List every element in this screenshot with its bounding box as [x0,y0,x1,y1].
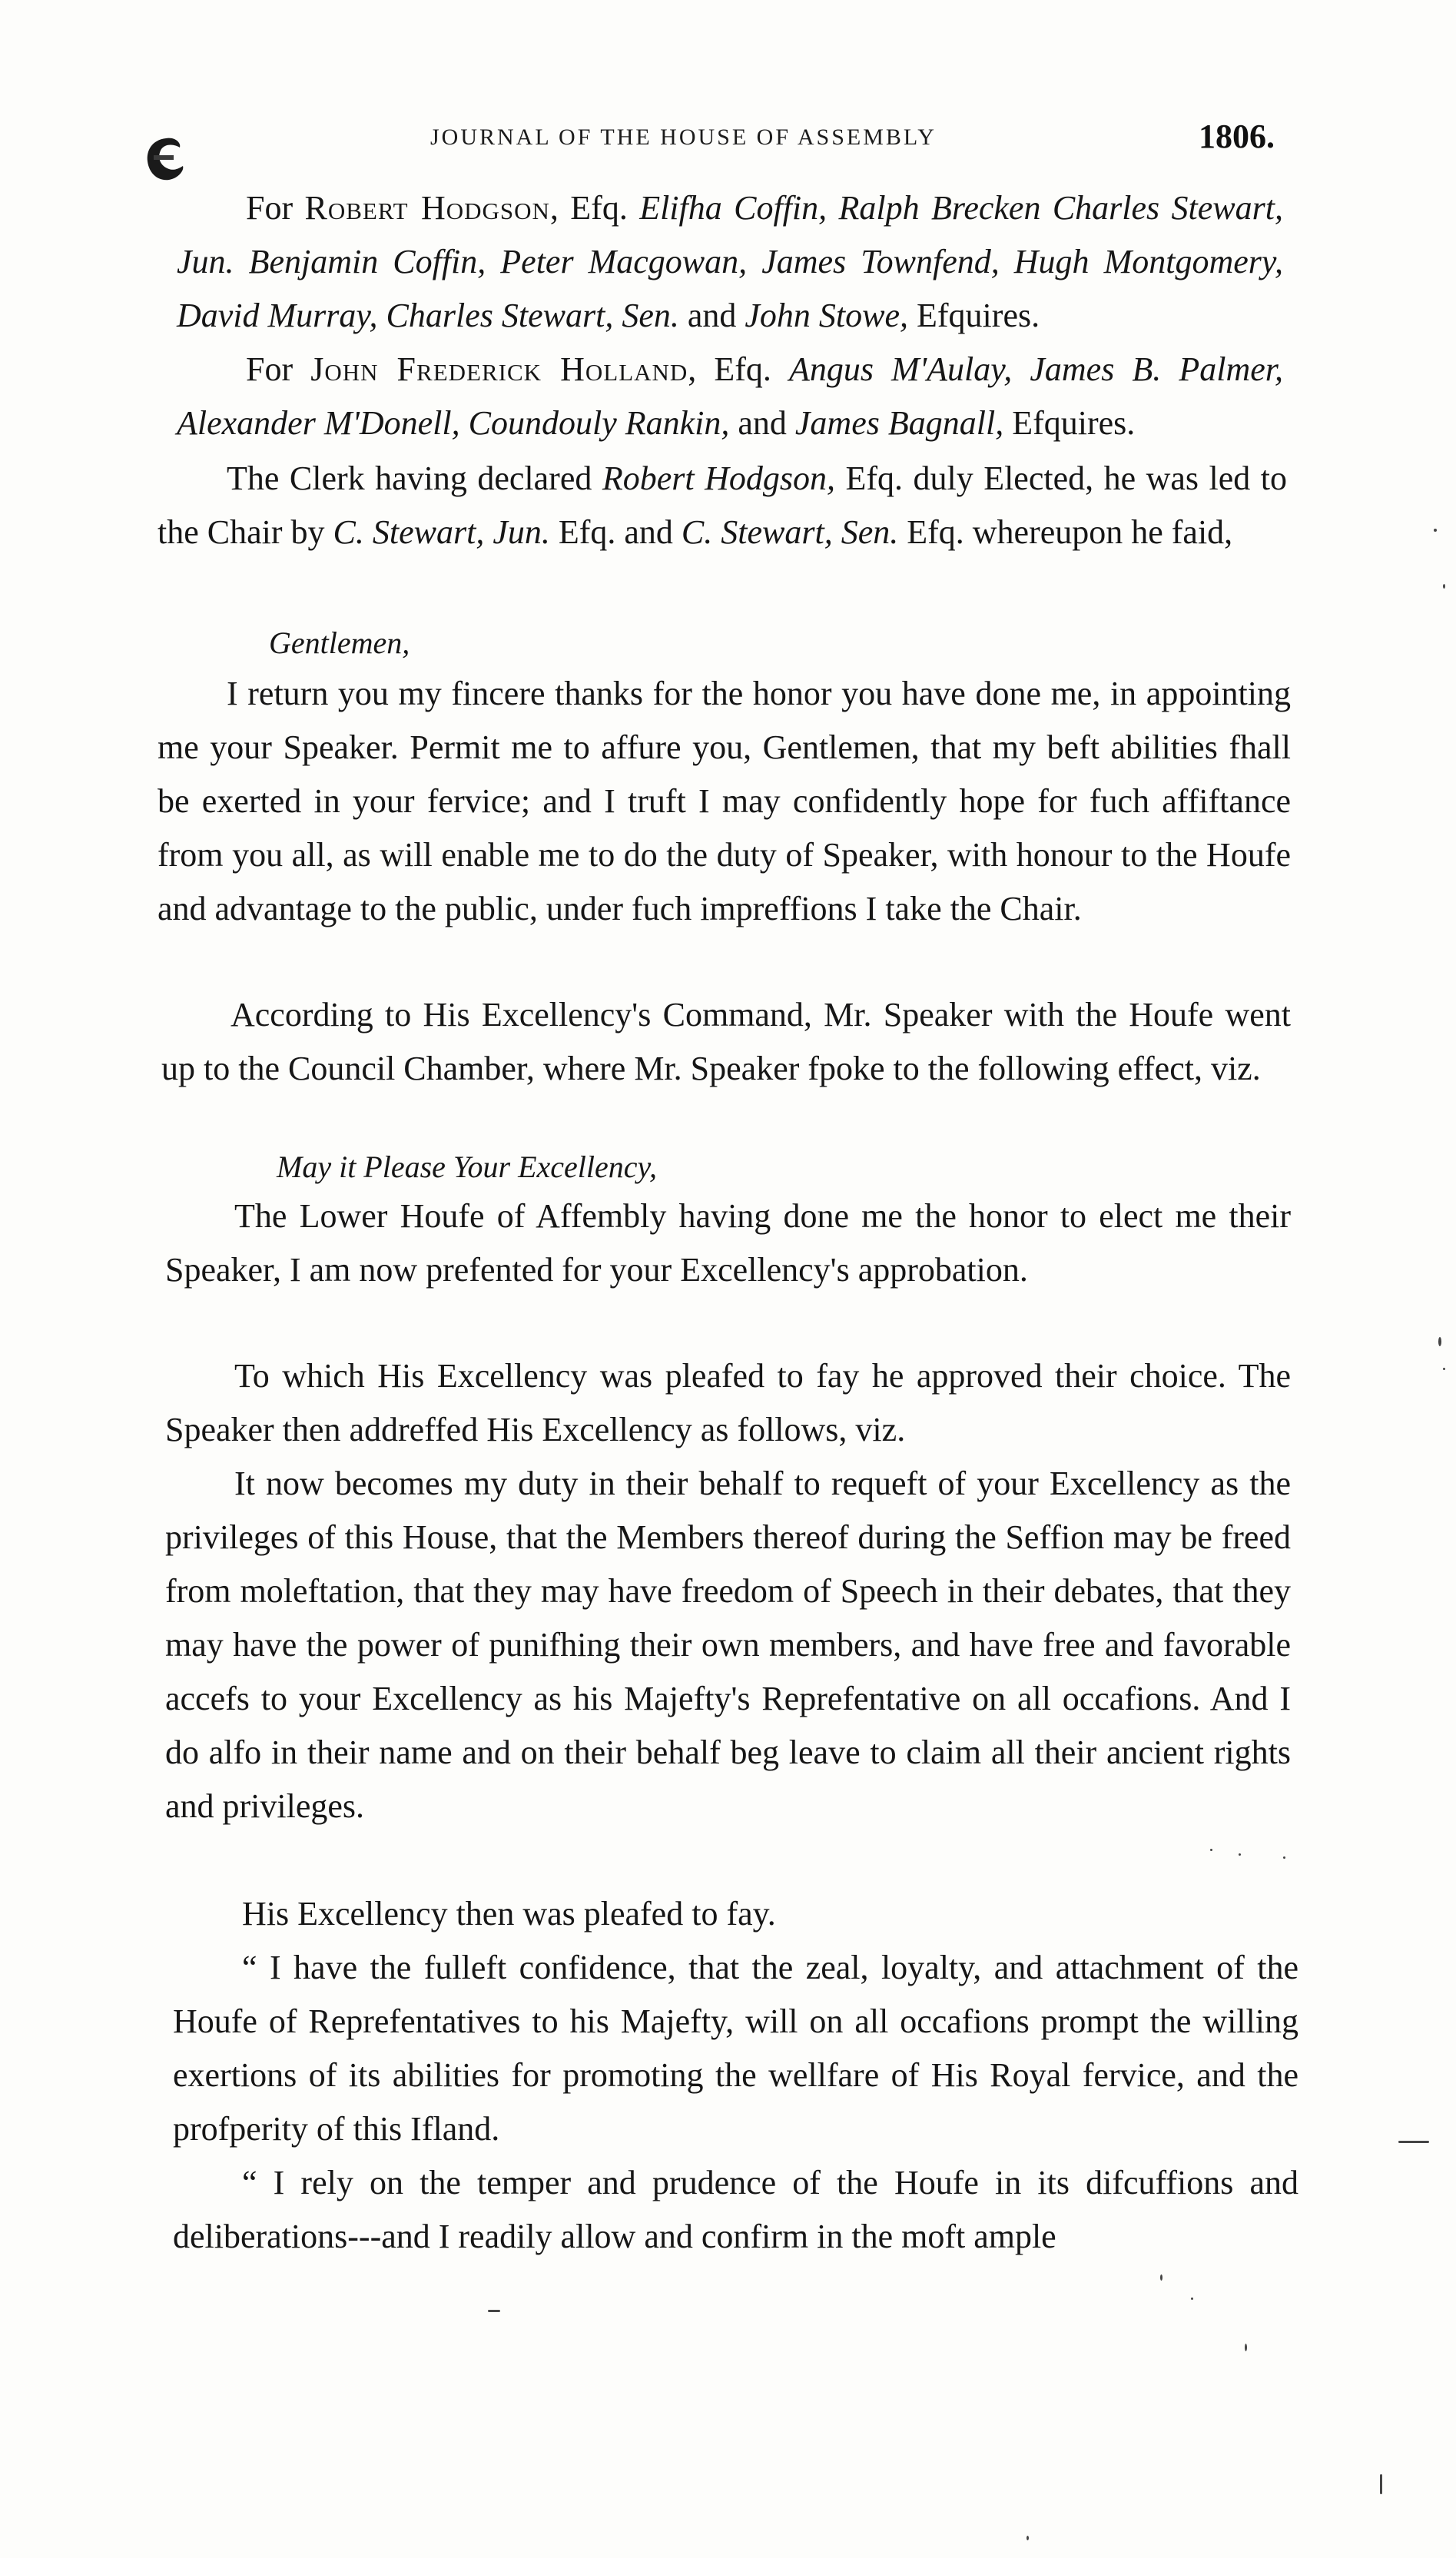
paragraph-lower-house: The Lower Houfe of Affembly having done me the honor to elect me their Speaker, I am now prefented for your Excellency's approbation. [165,1197,1291,1289]
scan-speck [1438,1337,1441,1346]
scan-speck [1443,1368,1445,1370]
page-year: 1806. [1199,118,1275,155]
paragraph-approved-choice: To which His Excellency was pleafed to fay he approved their choice. The Speaker then addreffed His Excellency as follows, viz. [165,1357,1291,1448]
paragraph-privileges-request: It now becomes my duty in their behalf to requeft of your Excellency as the privileges of this House, that the Members thereof during the Seffion may be freed from moleftation, that they may have freedom of Speech in their debates, that they may have the power of punifhing their own members, and have free and favorable accefs to your Excellency as his Majefty's Reprefentative on all occafions. And I do alfo in their name and on their behalf beg leave to claim all their ancient rights and privileges. [165,1465,1291,1825]
paragraph-excellency-said: His Excellency then was pleafed to fay. [242,1895,776,1933]
scan-speck [1283,1856,1285,1859]
scan-speck [1245,2344,1247,2351]
scan-speck [1026,2536,1029,2540]
paragraph-elected-holland: For John Frederick Holland, Efq. Angus M'Aulay, James B. Palmer, Alexander M'Donell, Coundouly Rankin, and James Bagnall, Efquires. [177,350,1283,442]
salutation-excellency: May it Please Your Excellency, [277,1150,658,1184]
running-head: JOURNAL OF THE HOUSE OF ASSEMBLY [430,124,937,150]
scan-speck [1443,584,1445,589]
scan-speck [1398,2141,1429,2143]
scan-speck [488,2310,500,2312]
scan-speck [1239,1853,1241,1856]
paragraph-temper-prudence: “ I rely on the temper and prudence of the Houfe in its difcuffions and deliberations---and I readily allow and confirm in the moft ample [173,2164,1298,2255]
paragraph-fullest-confidence: “ I have the fulleft confidence, that the zeal, loyalty, and attachment of the Houfe of Reprefentatives to his Majefty, will on all occafions prompt the willing exertions of its abilities for promoting the wellfare of His Royal fervice, and the profperity of this Ifland. [173,1949,1298,2148]
paragraph-clerk-declared: The Clerk having declared Robert Hodgson, Efq. duly Elected, he was led to the Chair by C. Stewart, Jun. Efq. and C. Stewart, Sen. Efq. whereupon he faid, [158,460,1287,551]
salutation-gentlemen: Gentlemen, [269,625,410,660]
paragraph-speaker-thanks: I return you my fincere thanks for the honor you have done me, in appointing me your Speaker. Permit me to affure you, Gentlemen, that my beft abilities fhall be exerted in your fervice; and I truft I may confidently hope for fuch affiftance from you all, as will enable me to do the duty of Speaker, with honour to the Houfe and advantage to the public, under fuch impreffions I take the Chair. [158,675,1291,927]
paragraph-elected-hodgson: For Robert Hodgson, Efq. Elifha Coffin, Ralph Brecken Charles Stewart, Jun. Benjamin Coffin, Peter Macgowan, James Townfend, Hugh Montgomery, David Murray, Charles Stewart, Sen. and John Stowe, Efquires. [177,189,1283,334]
scan-speck [1191,2298,1193,2300]
scan-speck [1210,1849,1212,1851]
scan-speck [1380,2474,1382,2494]
scan-speck [1434,529,1437,532]
paragraph-council-chamber: According to His Excellency's Command, Mr. Speaker with the Houfe went up to the Council Chamber, where Mr. Speaker fpoke to the following effect, viz. [161,996,1291,1087]
ink-blot-mark [143,135,187,184]
scan-speck [1160,2274,1162,2281]
